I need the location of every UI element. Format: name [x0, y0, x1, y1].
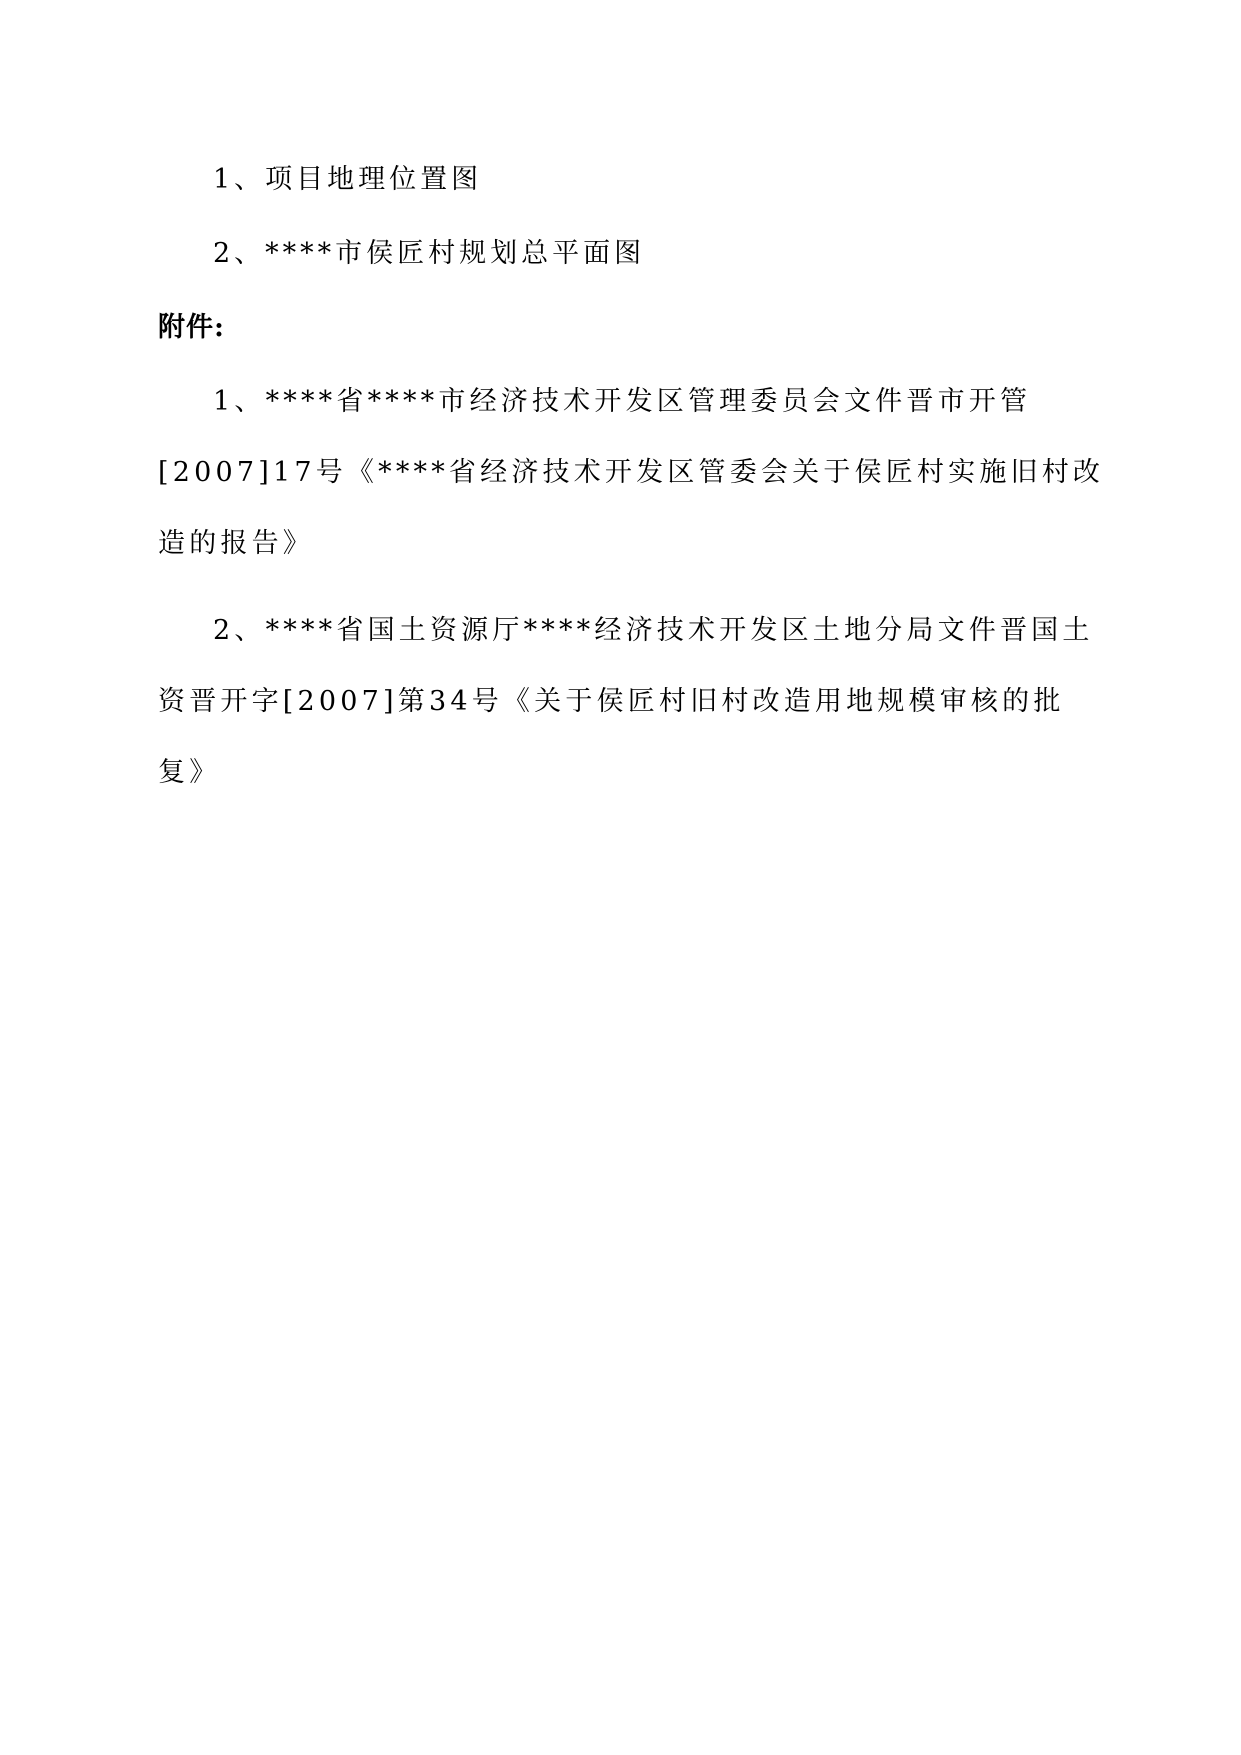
figure-item-1: 1、项目地理位置图 [213, 164, 483, 195]
document-body [158, 158, 1113, 808]
attachment-item-2: 2、****省国土资源厅****经济技术开发区土地分局文件晋国土资晋开字[2007]第34号《关于侯匠村旧村改造用地规模审核的批复》 [158, 615, 1094, 788]
attachments-heading: 附件: [158, 312, 225, 343]
figure-item-2: 2、****市侯匠村规划总平面图 [213, 238, 646, 269]
attachment-item-1: 1、****省****市经济技术开发区管理委员会文件晋市开管[2007]17号《****省经济技术开发区管委会关于侯匠村实施旧村改造的报告》 [158, 386, 1105, 559]
